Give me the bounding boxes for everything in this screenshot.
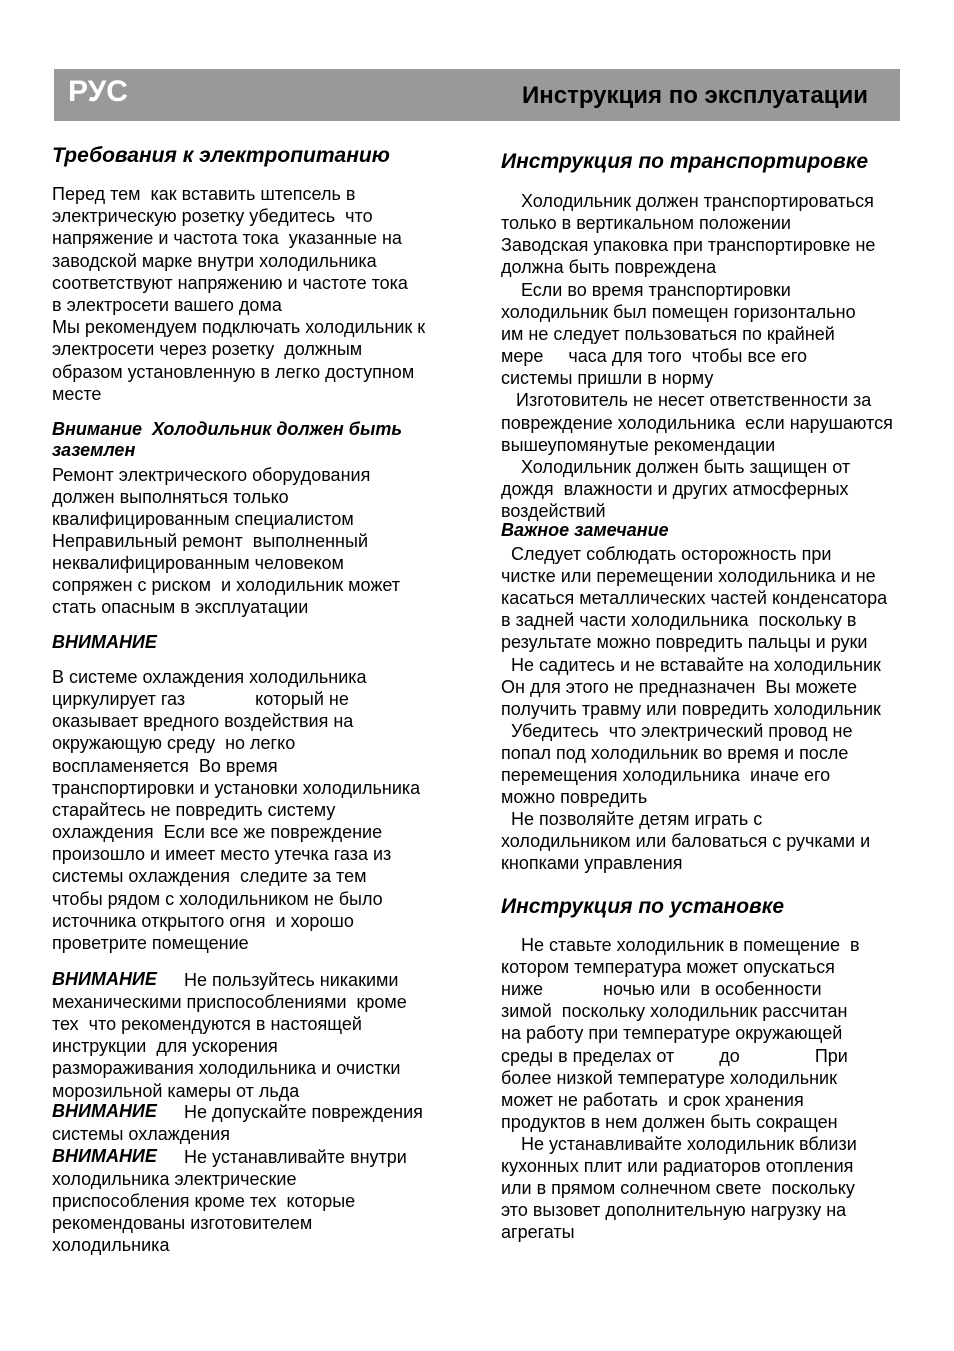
text-line: Не садитесь и не вставайте на холодильник [501,654,881,675]
text-line: кухонных плит или радиаторов отопления [501,1156,854,1176]
text-line: сопряжен с риском и холодильник может [52,575,401,595]
text-line: чистке или перемещении холодильника и не [501,566,876,587]
text-line: транспортировки и установки холодильника [52,777,421,798]
text-line: Холодильник должен транспортироваться [501,191,874,211]
language-label: РУС [68,75,128,108]
text-line: морозильной камеры от льда [52,1080,300,1101]
text-line: системы охлаждения следите за тем [52,866,367,887]
text-line: должна быть повреждена [501,257,717,278]
text-line: квалифицированным специалистом [52,509,354,529]
text-line: оказывает вредного воздействия на [52,711,354,732]
text-line: заземлен [52,440,136,460]
text-line: рекомендованы изготовителем [52,1213,313,1233]
text-line: мере часа для того чтобы все его [501,346,808,367]
text-line: электрическую розетку убедитесь что [52,206,373,227]
text-line: касаться металлических частей конденсатора [501,588,888,609]
text-line: продуктов в нем должен быть сокращен [501,1111,838,1132]
warning-label-3: ВНИМАНИЕ [52,1146,157,1166]
text-line: можно повредить [501,787,648,808]
text-line: тех что рекомендуются в настоящей [52,1014,362,1035]
text-line: Не позволяйте детям играть с [501,809,763,830]
text-line: или в прямом солнечном свете поскольку [501,1178,855,1199]
text-line: системы охлаждения [52,1124,231,1145]
text-line: на работу при температуре окружающей [501,1023,843,1044]
text-line: проветрите помещение [52,932,249,953]
text-line: старайтесь не повредить систему [52,799,336,820]
text-line: воспламеняется Во время [52,755,278,776]
text-line: Мы рекомендуем подключать холодильник к [52,317,426,338]
text-line: Не ставьте холодильник в помещение в [501,935,860,955]
text-line: циркулирует газ который не [52,689,349,710]
page-title: Инструкция по эксплуатации [521,82,868,109]
text-line: соответствуют напряжению и частоте тока [52,272,408,293]
page-header [54,69,900,121]
text-line: окружающую среду но легко [52,733,296,754]
text-line: среды в пределах от до При [501,1045,848,1066]
text-line: должен выполняться только [52,487,289,507]
text-line: может не работать и срок хранения [501,1089,804,1110]
text-line: это вызовет дополнительную нагрузку на [501,1200,847,1221]
text-line: зимой поскольку холодильник рассчитан [501,1001,848,1022]
text-line: Следует соблюдать осторожность при [501,544,832,564]
text-line: образом установленную в легко доступном [52,361,415,382]
text-line: размораживания холодильника и очистки [52,1058,401,1079]
text-line: электросети через розетку должным [52,339,363,360]
text-line: стать опасным в эксплуатации [52,597,309,617]
text-line: напряжение и частота тока указанные на [52,228,402,249]
text-line: механическими приспособлениями кроме [52,992,407,1013]
text-line: попал под холодильник во время и после [501,742,849,763]
text-line: системы пришли в норму [501,368,714,389]
text-line: холодильника [52,1235,170,1255]
text-line: охлаждения Если все же повреждение [52,822,383,843]
text-line: Ремонт электрического оборудования [52,465,371,485]
text-line: приспособления кроме тех которые [52,1191,356,1211]
text-line: месте [52,383,102,404]
text-line: ниже ночью или в особенности [501,979,822,1000]
attention-heading: ВНИМАНИЕ [52,632,157,652]
power-heading: Требования к электропитанию [52,144,390,167]
text-line: повреждение холодильника если нарушаются [501,412,893,433]
text-line: Неправильный ремонт выполненный [52,531,368,551]
text-line: инструкции для ускорения [52,1036,278,1057]
text-line: Не пользуйтесь никакими [164,970,399,990]
text-line: в электросети вашего дома [52,295,282,315]
text-line: Не устанавливайте внутри [164,1147,407,1167]
text-line: им не следует пользоваться по крайней [501,323,835,344]
text-line: холодильника электрические [52,1169,297,1189]
text-line: Убедитесь что электрический провод не [501,720,853,741]
warning-label-1: ВНИМАНИЕ [52,969,157,989]
text-line: результате можно повредить пальцы и руки [501,632,868,653]
text-line: чтобы рядом с холодильником не было [52,888,383,909]
text-line: дождя влажности и других атмосферных [501,478,849,499]
text-line: котором температура может опускаться [501,957,835,978]
text-line: произошло и имеет место утечка газа из [52,844,392,865]
text-line: агрегаты [501,1222,575,1243]
text-line: получить травму или повредить холодильник [501,698,881,719]
text-line: холодильник был помещен горизонтально [501,301,856,322]
text-line: Заводская упаковка при транспортировке не [501,235,876,256]
text-line: неквалифицированным человеком [52,553,344,573]
text-line: Не устанавливайте холодильник вблизи [501,1133,857,1154]
text-line: воздействий [501,501,606,522]
text-line: вышеупомянутые рекомендации [501,434,776,455]
text-line: Он для этого не предназначен Вы можете [501,676,858,697]
transport-heading: Инструкция по транспортировке [501,150,869,173]
text-line: Перед тем как вставить штепсель в [52,184,356,204]
text-line: только в вертикальном положении [501,213,791,234]
text-line: более низкой температуре холодильник [501,1067,837,1088]
text-line: В системе охлаждения холодильника [52,667,367,687]
text-line: перемещения холодильника иначе его [501,765,831,785]
text-line: в задней части холодильника поскольку в [501,610,857,631]
text-line: Не допускайте повреждения [164,1102,423,1122]
text-line: заводской марке внутри холодильника [52,250,377,271]
text-line: холодильником или баловаться с ручками и [501,831,871,852]
text-line: Холодильник должен быть защищен от [501,456,851,477]
text-line: Внимание Холодильник должен быть [52,419,403,439]
warning-label-2: ВНИМАНИЕ [52,1101,157,1121]
text-line: Изготовитель не несет ответственности за [501,390,872,411]
important-heading: Важное замечание [501,520,669,540]
text-line: источника открытого огня и хорошо [52,910,354,931]
text-line: Если во время транспортировки [501,279,791,300]
install-heading: Инструкция по установке [501,895,785,918]
text-line: кнопками управления [501,853,683,874]
